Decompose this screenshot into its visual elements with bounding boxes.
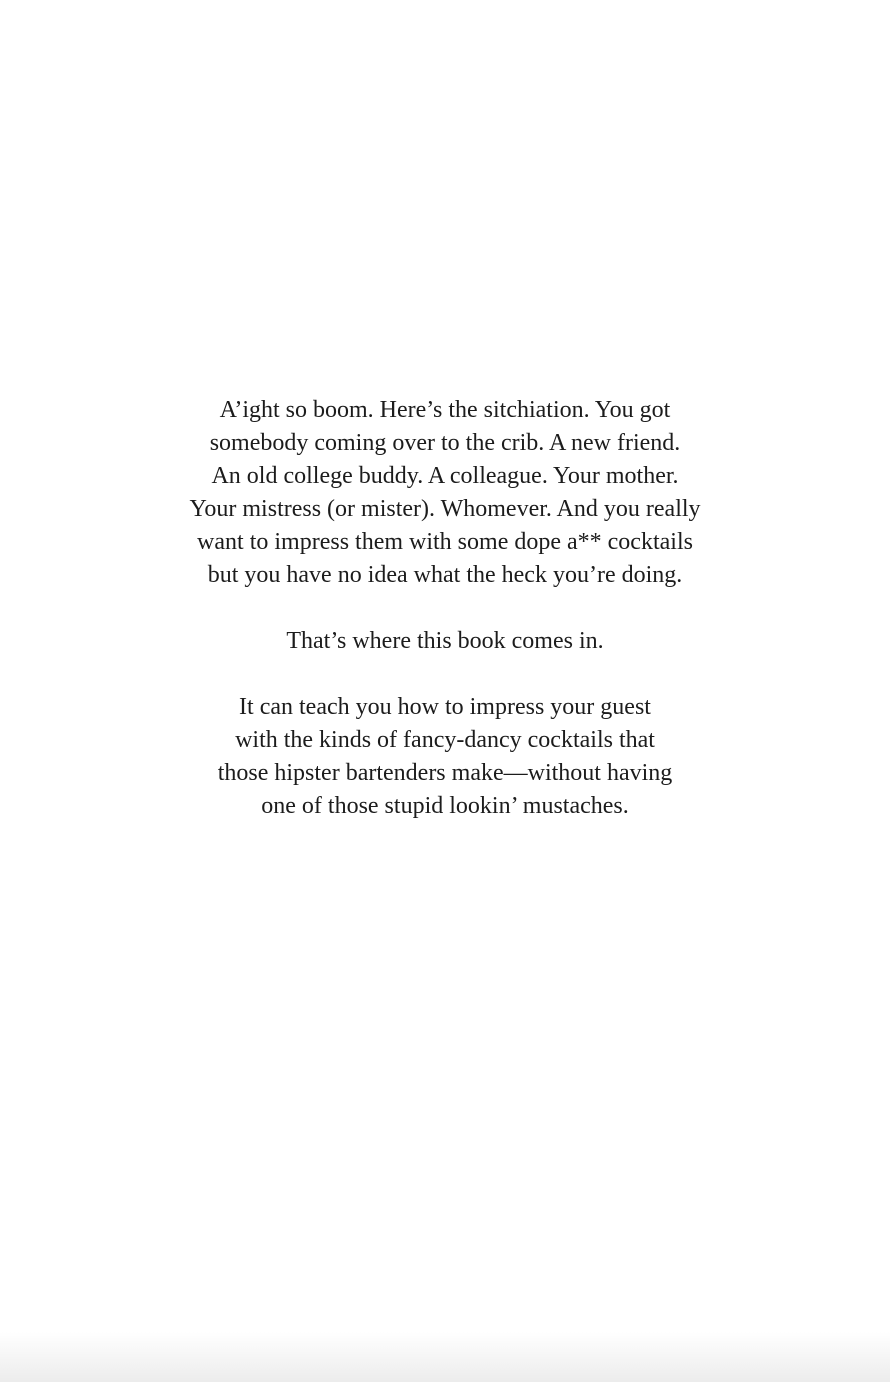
text-line: want to impress them with some dope a** cocktails — [197, 529, 693, 555]
text-line: somebody coming over to the crib. A new friend. — [209, 430, 681, 456]
text-line: It can teach you how to impress your guest — [239, 694, 651, 720]
text-line: A’ight so boom. Here’s the sitchiation. You got — [219, 397, 671, 423]
text-line: those hipster bartenders make—without having — [217, 760, 673, 786]
text-line: but you have no idea what the heck you’re doing. — [207, 562, 683, 588]
text-line: Your mistress (or mister). Whomever. And you really — [189, 496, 701, 522]
text-line: one of those stupid lookin’ mustaches. — [261, 793, 629, 819]
page-bottom-shadow — [0, 1332, 890, 1382]
transition-paragraph — [0, 625, 890, 658]
closing-paragraph — [0, 691, 890, 823]
text-line: That’s where this book comes in. — [286, 628, 604, 654]
text-line: with the kinds of fancy-dancy cocktails that — [235, 727, 655, 753]
text-line: An old college buddy. A colleague. Your mother. — [211, 463, 679, 489]
intro-text-block — [0, 394, 890, 823]
intro-paragraph — [0, 394, 890, 592]
